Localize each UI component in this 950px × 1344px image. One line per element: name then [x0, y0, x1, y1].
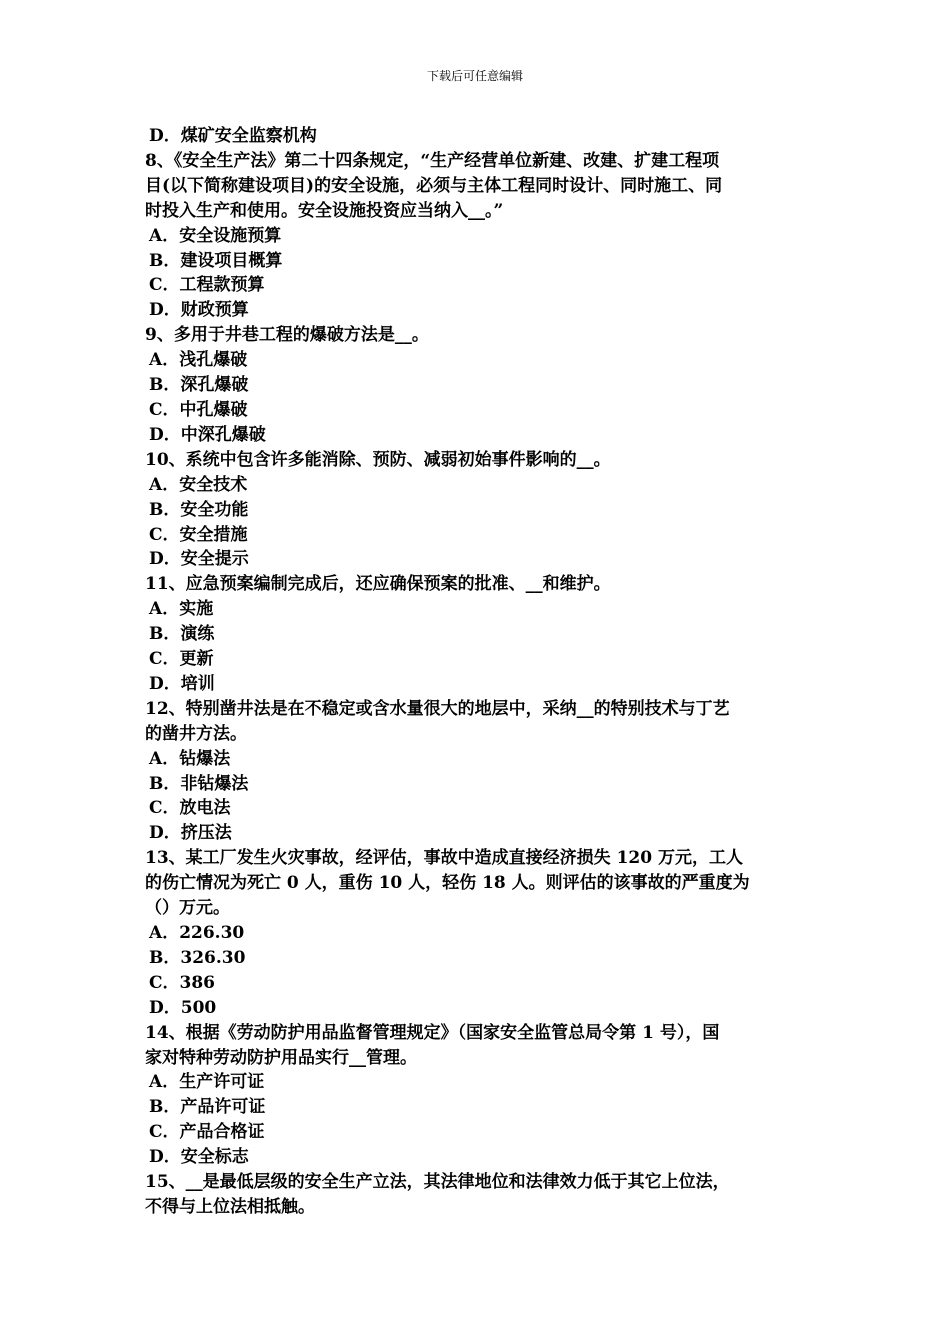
answer-option: C．中孔爆破 — [149, 399, 248, 420]
answer-option: B．演练 — [149, 624, 215, 645]
document-body — [145, 124, 810, 1220]
question-text: 13、某工厂发生火灾事故，经评估，事故中造成直接经济损失 120 万元，工人 — [145, 848, 743, 869]
answer-option: A．浅孔爆破 — [149, 350, 248, 371]
answer-option: C．安全措施 — [149, 524, 248, 545]
answer-option: A．安全技术 — [149, 474, 248, 495]
answer-option: D．煤矿安全监察机构 — [149, 126, 317, 146]
answer-option: A．实施 — [149, 599, 214, 620]
answer-option: A．安全设施预算 — [149, 225, 282, 246]
answer-option: D．财政预算 — [149, 300, 249, 321]
answer-option: C．工程款预算 — [149, 275, 265, 296]
answer-option: B．安全功能 — [149, 499, 249, 520]
answer-option: D．500 — [149, 997, 217, 1018]
question-text: 11、应急预案编制完成后，还应确保预案的批准、__和维护。 — [145, 574, 611, 595]
question-text: 15、__是最低层级的安全生产立法，其法律地位和法律效力低于其它上位法， — [145, 1172, 730, 1193]
answer-option: C．产品合格证 — [149, 1122, 265, 1143]
answer-option: C．放电法 — [149, 798, 231, 819]
question-text: 14、根据《劳动防护用品监督管理规定》（国家安全监管总局令第 1 号），国 — [145, 1022, 720, 1043]
question-text: （）万元。 — [145, 898, 230, 919]
question-text: 的伤亡情况为死亡 0 人，重伤 10 人，轻伤 18 人。则评估的该事故的严重度为 — [145, 873, 750, 894]
question-text: 9、多用于井巷工程的爆破方法是__。 — [145, 325, 429, 346]
question-text: 8、《安全生产法》第二十四条规定，“生产经营单位新建、改建、扩建工程项 — [145, 150, 720, 171]
answer-option: B．深孔爆破 — [149, 375, 249, 396]
answer-option: C．386 — [149, 972, 216, 993]
question-text: 的凿井方法。 — [145, 723, 247, 744]
answer-option: A．生产许可证 — [149, 1072, 265, 1093]
answer-option: D．培训 — [149, 673, 215, 694]
question-text: 不得与上位法相抵触。 — [145, 1196, 315, 1217]
answer-option: D．挤压法 — [149, 823, 232, 844]
question-text: 12、特别凿井法是在不稳定或含水量很大的地层中，采纳__的特别技术与丁艺 — [145, 698, 730, 719]
answer-option: D．安全提示 — [149, 549, 249, 570]
answer-option: B．326.30 — [149, 947, 246, 968]
answer-option: C．更新 — [149, 649, 214, 670]
question-text: 家对特种劳动防护用品实行__管理。 — [145, 1047, 417, 1068]
answer-option: D．中深孔爆破 — [149, 424, 266, 445]
answer-option: B．建设项目概算 — [149, 250, 283, 271]
question-text: 目(以下简称建设项目)的安全设施，必须与主体工程同时设计、同时施工、同 — [145, 175, 723, 196]
answer-option: B．产品许可证 — [149, 1097, 266, 1118]
page-header: 下载后可任意编辑 — [426, 69, 523, 83]
question-text: 10、系统中包含许多能消除、预防、减弱初始事件影响的__。 — [145, 449, 611, 470]
answer-option: A．钻爆法 — [149, 748, 231, 769]
answer-option: B．非钻爆法 — [149, 773, 249, 794]
answer-option: A．226.30 — [149, 923, 245, 943]
answer-option: D．安全标志 — [149, 1147, 249, 1168]
question-text: 时投入生产和使用。安全设施投资应当纳入__。” — [145, 200, 504, 221]
